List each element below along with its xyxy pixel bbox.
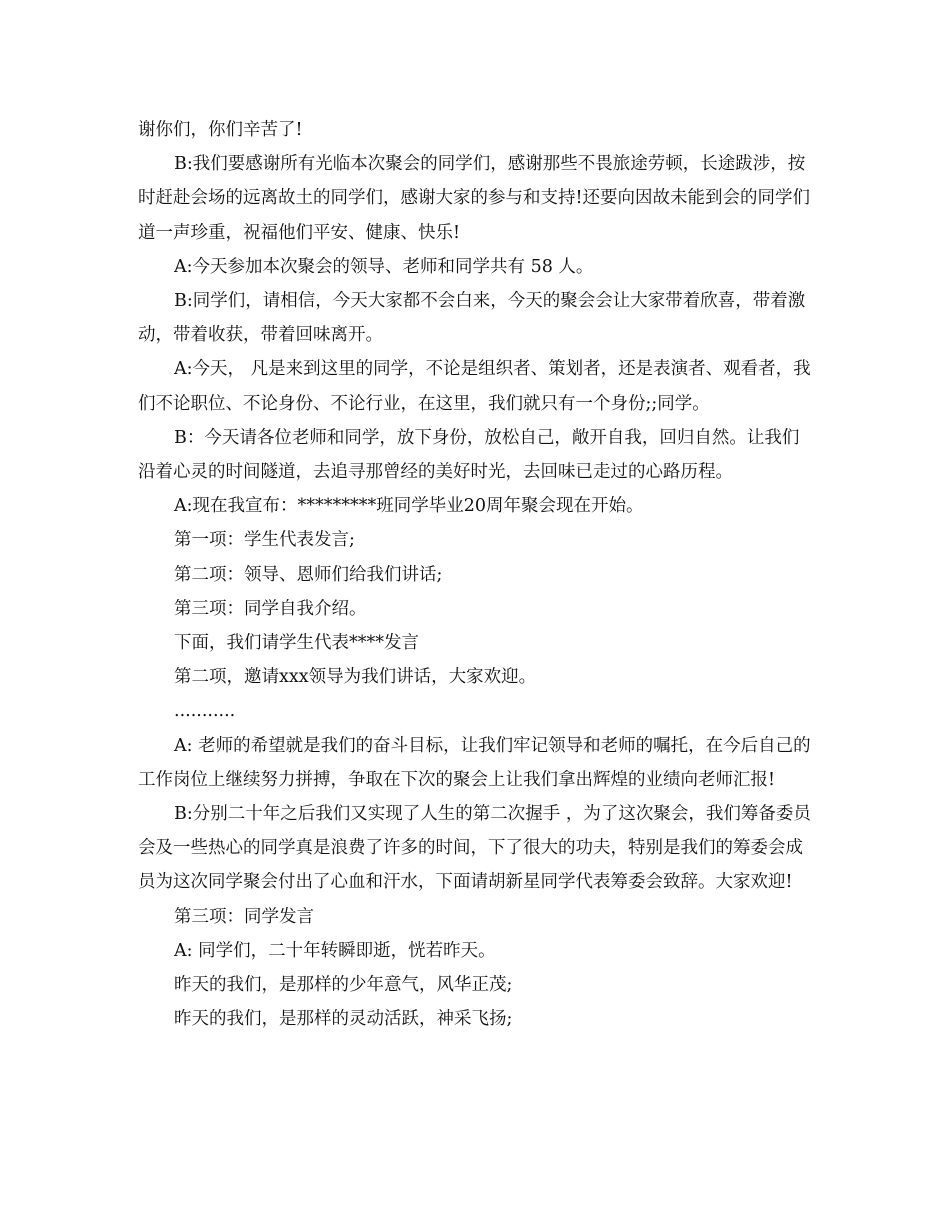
document-body [138, 113, 813, 1036]
paragraph: A:今天， 凡是来到这里的同学，不论是组织者、策划者，还是表演者、观看者，我们不论职位、不论身份、不论行业，在这里，我们就只有一个身份;;同学。 [138, 359, 811, 414]
paragraph: A: 老师的希望就是我们的奋斗目标，让我们牢记领导和老师的嘱托，在今后自己的工作岗位上继续努力拼搏，争取在下次的聚会上让我们拿出辉煌的业绩向老师汇报! [138, 735, 811, 790]
paragraph: 谢你们，你们辛苦了! [138, 120, 303, 140]
paragraph: B：今天请各位老师和同学，放下身份，放松自己，敞开自我，回归自然。让我们沿着心灵的时间隧道，去追寻那曾经的美好时光，去回味已走过的心路历程。 [138, 427, 800, 483]
paragraph: A:现在我宣布：*********班同学毕业20周年聚会现在开始。 [174, 496, 644, 517]
agenda-item: 第三项：同学自我介绍。 [174, 598, 367, 619]
ellipsis-separator: ........... [174, 701, 236, 722]
paragraph: 第二项，邀请xxx领导为我们讲话，大家欢迎。 [174, 667, 537, 688]
agenda-item: 第二项：领导、恩师们给我们讲话; [174, 564, 443, 585]
paragraph: A: 同学们，二十年转瞬即逝，恍若昨天。 [174, 940, 496, 961]
paragraph: 昨天的我们，是那样的少年意气，风华正茂; [174, 975, 513, 996]
agenda-item: 第一项：学生代表发言; [174, 530, 355, 551]
paragraph: A:今天参加本次聚会的领导、老师和同学共有 58 人。 [174, 256, 594, 277]
paragraph: 下面，我们请学生代表****发言 [174, 633, 419, 654]
paragraph: B:同学们，请相信，今天大家都不会白来，今天的聚会会让大家带着欣喜，带着激动，带着收获，带着回味离开。 [138, 291, 806, 346]
paragraph: B:我们要感谢所有光临本次聚会的同学们，感谢那些不畏旅途劳顿，长途跋涉，按时赶赴会场的远离故土的同学们，感谢大家的参与和支持!还要向因故未能到会的同学们道一声珍重，祝福他们平安、健康、快乐! [138, 154, 811, 243]
paragraph: B:分别二十年之后我们又实现了人生的第二次握手 ，为了这次聚会，我们筹备委员会及一些热心的同学真是浪费了许多的时间，下了很大的功夫，特别是我们的筹委会成员为这次同学聚会付出了心血和汗水，下面请胡新星同学代表筹委会致辞。大家欢迎! [138, 804, 811, 893]
paragraph: 第三项：同学发言 [174, 906, 314, 927]
paragraph: 昨天的我们，是那样的灵动活跃，神采飞扬; [174, 1009, 513, 1030]
